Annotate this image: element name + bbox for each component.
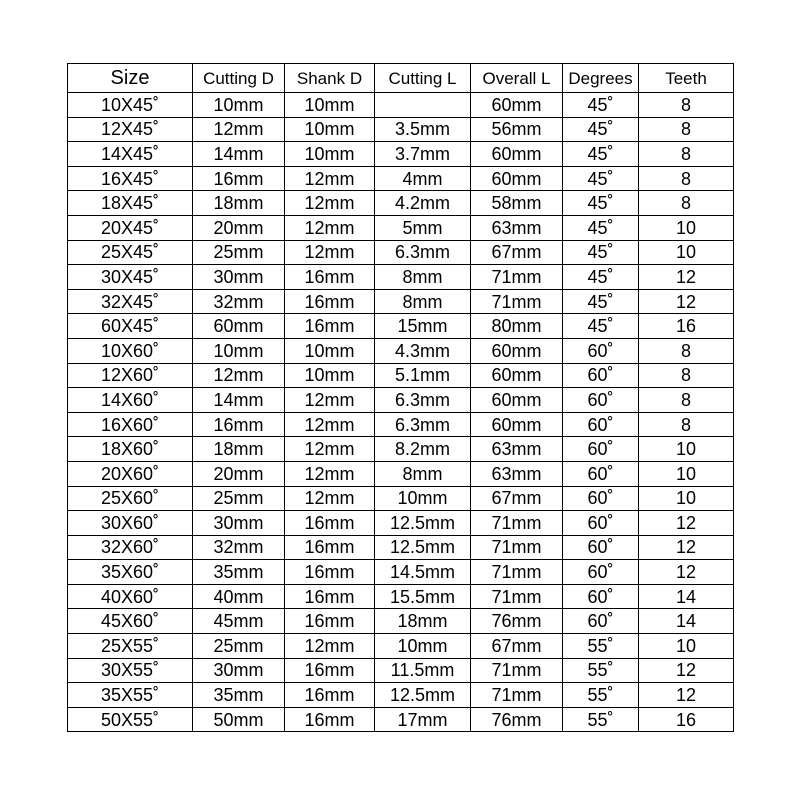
- overall-length-cell: 67mm: [471, 240, 563, 265]
- shank-diameter-cell: 12mm: [285, 486, 375, 511]
- shank-diameter-cell: 16mm: [285, 609, 375, 634]
- table-row: [68, 634, 734, 659]
- table-row: [68, 412, 734, 437]
- degrees-cell: 60˚: [563, 461, 639, 486]
- table-row: [68, 215, 734, 240]
- cutting-length-cell: 12.5mm: [375, 511, 471, 536]
- cutting-length-cell: 15.5mm: [375, 584, 471, 609]
- cutting-diameter-cell: 10mm: [193, 338, 285, 363]
- cutting-length-cell: 11.5mm: [375, 658, 471, 683]
- teeth-cell: 16: [639, 314, 734, 339]
- shank-diameter-cell: 16mm: [285, 289, 375, 314]
- cutting-length-cell: 4.3mm: [375, 338, 471, 363]
- header-degrees: Degrees: [563, 64, 639, 93]
- cutting-diameter-cell: 25mm: [193, 486, 285, 511]
- cutting-diameter-cell: 20mm: [193, 215, 285, 240]
- cutting-length-cell: 6.3mm: [375, 240, 471, 265]
- cutting-length-cell: 12.5mm: [375, 535, 471, 560]
- table-row: [68, 486, 734, 511]
- shank-diameter-cell: 12mm: [285, 191, 375, 216]
- degrees-cell: 45˚: [563, 142, 639, 167]
- overall-length-cell: 71mm: [471, 584, 563, 609]
- overall-length-cell: 67mm: [471, 486, 563, 511]
- cutting-length-cell: 4.2mm: [375, 191, 471, 216]
- header-size: Size: [68, 64, 193, 93]
- overall-length-cell: 58mm: [471, 191, 563, 216]
- teeth-cell: 8: [639, 166, 734, 191]
- shank-diameter-cell: 16mm: [285, 683, 375, 708]
- size-cell: 12X60˚: [68, 363, 193, 388]
- degrees-cell: 45˚: [563, 93, 639, 118]
- teeth-cell: 12: [639, 289, 734, 314]
- header-row: [68, 64, 734, 93]
- overall-length-cell: 76mm: [471, 707, 563, 732]
- shank-diameter-cell: 10mm: [285, 93, 375, 118]
- size-cell: 35X60˚: [68, 560, 193, 585]
- overall-length-cell: 80mm: [471, 314, 563, 339]
- shank-diameter-cell: 12mm: [285, 412, 375, 437]
- shank-diameter-cell: 16mm: [285, 560, 375, 585]
- table-row: [68, 265, 734, 290]
- teeth-cell: 8: [639, 191, 734, 216]
- teeth-cell: 8: [639, 142, 734, 167]
- table-row: [68, 560, 734, 585]
- cutting-diameter-cell: 16mm: [193, 412, 285, 437]
- cutting-diameter-cell: 60mm: [193, 314, 285, 339]
- cutting-diameter-cell: 12mm: [193, 117, 285, 142]
- size-cell: 25X60˚: [68, 486, 193, 511]
- overall-length-cell: 63mm: [471, 215, 563, 240]
- size-cell: 16X45˚: [68, 166, 193, 191]
- degrees-cell: 60˚: [563, 437, 639, 462]
- cutting-length-cell: 14.5mm: [375, 560, 471, 585]
- shank-diameter-cell: 12mm: [285, 215, 375, 240]
- shank-diameter-cell: 12mm: [285, 166, 375, 191]
- teeth-cell: 12: [639, 511, 734, 536]
- overall-length-cell: 71mm: [471, 683, 563, 708]
- degrees-cell: 45˚: [563, 289, 639, 314]
- cutting-length-cell: 17mm: [375, 707, 471, 732]
- table-row: [68, 437, 734, 462]
- shank-diameter-cell: 12mm: [285, 634, 375, 659]
- overall-length-cell: 63mm: [471, 461, 563, 486]
- table-row: [68, 240, 734, 265]
- size-cell: 32X45˚: [68, 289, 193, 314]
- table-row: [68, 314, 734, 339]
- degrees-cell: 55˚: [563, 707, 639, 732]
- degrees-cell: 60˚: [563, 363, 639, 388]
- cutting-length-cell: 8mm: [375, 265, 471, 290]
- cutting-length-cell: 8mm: [375, 289, 471, 314]
- cutting-diameter-cell: 16mm: [193, 166, 285, 191]
- table-row: [68, 117, 734, 142]
- table-row: [68, 683, 734, 708]
- overall-length-cell: 71mm: [471, 560, 563, 585]
- cutting-length-cell: 10mm: [375, 634, 471, 659]
- degrees-cell: 45˚: [563, 117, 639, 142]
- teeth-cell: 16: [639, 707, 734, 732]
- shank-diameter-cell: 16mm: [285, 314, 375, 339]
- header-cutting-diameter: Cutting D: [193, 64, 285, 93]
- teeth-cell: 10: [639, 634, 734, 659]
- size-cell: 20X60˚: [68, 461, 193, 486]
- spec-table: [67, 63, 734, 732]
- size-cell: 40X60˚: [68, 584, 193, 609]
- shank-diameter-cell: 10mm: [285, 338, 375, 363]
- header-overall-length: Overall L: [471, 64, 563, 93]
- cutting-length-cell: 10mm: [375, 486, 471, 511]
- overall-length-cell: 60mm: [471, 166, 563, 191]
- shank-diameter-cell: 12mm: [285, 461, 375, 486]
- cutting-diameter-cell: 12mm: [193, 363, 285, 388]
- cutting-diameter-cell: 25mm: [193, 240, 285, 265]
- size-cell: 25X45˚: [68, 240, 193, 265]
- header-shank-diameter: Shank D: [285, 64, 375, 93]
- cutting-diameter-cell: 14mm: [193, 142, 285, 167]
- overall-length-cell: 56mm: [471, 117, 563, 142]
- table-row: [68, 93, 734, 118]
- header-cutting-length: Cutting L: [375, 64, 471, 93]
- degrees-cell: 60˚: [563, 560, 639, 585]
- cutting-diameter-cell: 25mm: [193, 634, 285, 659]
- size-cell: 30X45˚: [68, 265, 193, 290]
- shank-diameter-cell: 16mm: [285, 584, 375, 609]
- cutting-length-cell: 3.7mm: [375, 142, 471, 167]
- degrees-cell: 45˚: [563, 314, 639, 339]
- teeth-cell: 8: [639, 388, 734, 413]
- cutting-length-cell: 12.5mm: [375, 683, 471, 708]
- degrees-cell: 45˚: [563, 240, 639, 265]
- size-cell: 20X45˚: [68, 215, 193, 240]
- size-cell: 32X60˚: [68, 535, 193, 560]
- cutting-diameter-cell: 32mm: [193, 535, 285, 560]
- overall-length-cell: 71mm: [471, 658, 563, 683]
- cutting-diameter-cell: 40mm: [193, 584, 285, 609]
- cutting-diameter-cell: 20mm: [193, 461, 285, 486]
- degrees-cell: 55˚: [563, 683, 639, 708]
- teeth-cell: 12: [639, 535, 734, 560]
- shank-diameter-cell: 10mm: [285, 142, 375, 167]
- teeth-cell: 10: [639, 486, 734, 511]
- table-body: [68, 93, 734, 732]
- degrees-cell: 45˚: [563, 215, 639, 240]
- degrees-cell: 60˚: [563, 412, 639, 437]
- degrees-cell: 60˚: [563, 388, 639, 413]
- teeth-cell: 12: [639, 560, 734, 585]
- overall-length-cell: 71mm: [471, 535, 563, 560]
- overall-length-cell: 60mm: [471, 363, 563, 388]
- cutting-diameter-cell: 10mm: [193, 93, 285, 118]
- table-row: [68, 584, 734, 609]
- cutting-diameter-cell: 30mm: [193, 511, 285, 536]
- cutting-length-cell: 8mm: [375, 461, 471, 486]
- size-cell: 50X55˚: [68, 707, 193, 732]
- table-row: [68, 461, 734, 486]
- overall-length-cell: 60mm: [471, 388, 563, 413]
- cutting-diameter-cell: 18mm: [193, 437, 285, 462]
- cutting-length-cell: 3.5mm: [375, 117, 471, 142]
- degrees-cell: 45˚: [563, 265, 639, 290]
- shank-diameter-cell: 12mm: [285, 388, 375, 413]
- cutting-length-cell: 6.3mm: [375, 412, 471, 437]
- cutting-diameter-cell: 35mm: [193, 683, 285, 708]
- degrees-cell: 60˚: [563, 511, 639, 536]
- teeth-cell: 12: [639, 683, 734, 708]
- size-cell: 35X55˚: [68, 683, 193, 708]
- shank-diameter-cell: 16mm: [285, 658, 375, 683]
- degrees-cell: 60˚: [563, 338, 639, 363]
- degrees-cell: 60˚: [563, 535, 639, 560]
- degrees-cell: 60˚: [563, 584, 639, 609]
- degrees-cell: 55˚: [563, 658, 639, 683]
- table-row: [68, 609, 734, 634]
- cutting-length-cell: 8.2mm: [375, 437, 471, 462]
- size-cell: 25X55˚: [68, 634, 193, 659]
- degrees-cell: 60˚: [563, 609, 639, 634]
- size-cell: 18X45˚: [68, 191, 193, 216]
- overall-length-cell: 60mm: [471, 338, 563, 363]
- teeth-cell: 10: [639, 215, 734, 240]
- overall-length-cell: 76mm: [471, 609, 563, 634]
- overall-length-cell: 60mm: [471, 412, 563, 437]
- teeth-cell: 8: [639, 117, 734, 142]
- cutting-diameter-cell: 32mm: [193, 289, 285, 314]
- teeth-cell: 10: [639, 461, 734, 486]
- degrees-cell: 55˚: [563, 634, 639, 659]
- cutting-diameter-cell: 18mm: [193, 191, 285, 216]
- overall-length-cell: 60mm: [471, 93, 563, 118]
- teeth-cell: 10: [639, 437, 734, 462]
- shank-diameter-cell: 16mm: [285, 707, 375, 732]
- shank-diameter-cell: 16mm: [285, 511, 375, 536]
- cutting-length-cell: 4mm: [375, 166, 471, 191]
- shank-diameter-cell: 10mm: [285, 363, 375, 388]
- size-cell: 14X60˚: [68, 388, 193, 413]
- overall-length-cell: 67mm: [471, 634, 563, 659]
- teeth-cell: 14: [639, 609, 734, 634]
- teeth-cell: 8: [639, 93, 734, 118]
- overall-length-cell: 60mm: [471, 142, 563, 167]
- overall-length-cell: 63mm: [471, 437, 563, 462]
- teeth-cell: 10: [639, 240, 734, 265]
- shank-diameter-cell: 10mm: [285, 117, 375, 142]
- size-cell: 45X60˚: [68, 609, 193, 634]
- size-cell: 14X45˚: [68, 142, 193, 167]
- size-cell: 30X55˚: [68, 658, 193, 683]
- table-row: [68, 142, 734, 167]
- table-row: [68, 338, 734, 363]
- size-cell: 10X45˚: [68, 93, 193, 118]
- table-row: [68, 707, 734, 732]
- overall-length-cell: 71mm: [471, 511, 563, 536]
- cutting-length-cell: 6.3mm: [375, 388, 471, 413]
- cutting-diameter-cell: 14mm: [193, 388, 285, 413]
- teeth-cell: 8: [639, 363, 734, 388]
- shank-diameter-cell: 16mm: [285, 265, 375, 290]
- cutting-length-cell: 5.1mm: [375, 363, 471, 388]
- cutting-diameter-cell: 30mm: [193, 265, 285, 290]
- table-row: [68, 511, 734, 536]
- table-row: [68, 363, 734, 388]
- size-cell: 60X45˚: [68, 314, 193, 339]
- cutting-length-cell: 18mm: [375, 609, 471, 634]
- size-cell: 30X60˚: [68, 511, 193, 536]
- degrees-cell: 45˚: [563, 191, 639, 216]
- cutting-length-cell: 15mm: [375, 314, 471, 339]
- size-cell: 18X60˚: [68, 437, 193, 462]
- shank-diameter-cell: 12mm: [285, 240, 375, 265]
- overall-length-cell: 71mm: [471, 265, 563, 290]
- shank-diameter-cell: 16mm: [285, 535, 375, 560]
- teeth-cell: 14: [639, 584, 734, 609]
- cutting-diameter-cell: 50mm: [193, 707, 285, 732]
- table-row: [68, 166, 734, 191]
- cutting-length-cell: [375, 93, 471, 118]
- table-row: [68, 289, 734, 314]
- size-cell: 12X45˚: [68, 117, 193, 142]
- cutting-diameter-cell: 30mm: [193, 658, 285, 683]
- header-teeth: Teeth: [639, 64, 734, 93]
- table-row: [68, 388, 734, 413]
- teeth-cell: 12: [639, 265, 734, 290]
- table-row: [68, 658, 734, 683]
- teeth-cell: 12: [639, 658, 734, 683]
- teeth-cell: 8: [639, 412, 734, 437]
- size-cell: 10X60˚: [68, 338, 193, 363]
- overall-length-cell: 71mm: [471, 289, 563, 314]
- cutting-diameter-cell: 45mm: [193, 609, 285, 634]
- degrees-cell: 60˚: [563, 486, 639, 511]
- shank-diameter-cell: 12mm: [285, 437, 375, 462]
- table-row: [68, 535, 734, 560]
- table-header: [68, 64, 734, 93]
- table-row: [68, 191, 734, 216]
- size-cell: 16X60˚: [68, 412, 193, 437]
- cutting-length-cell: 5mm: [375, 215, 471, 240]
- degrees-cell: 45˚: [563, 166, 639, 191]
- teeth-cell: 8: [639, 338, 734, 363]
- cutting-diameter-cell: 35mm: [193, 560, 285, 585]
